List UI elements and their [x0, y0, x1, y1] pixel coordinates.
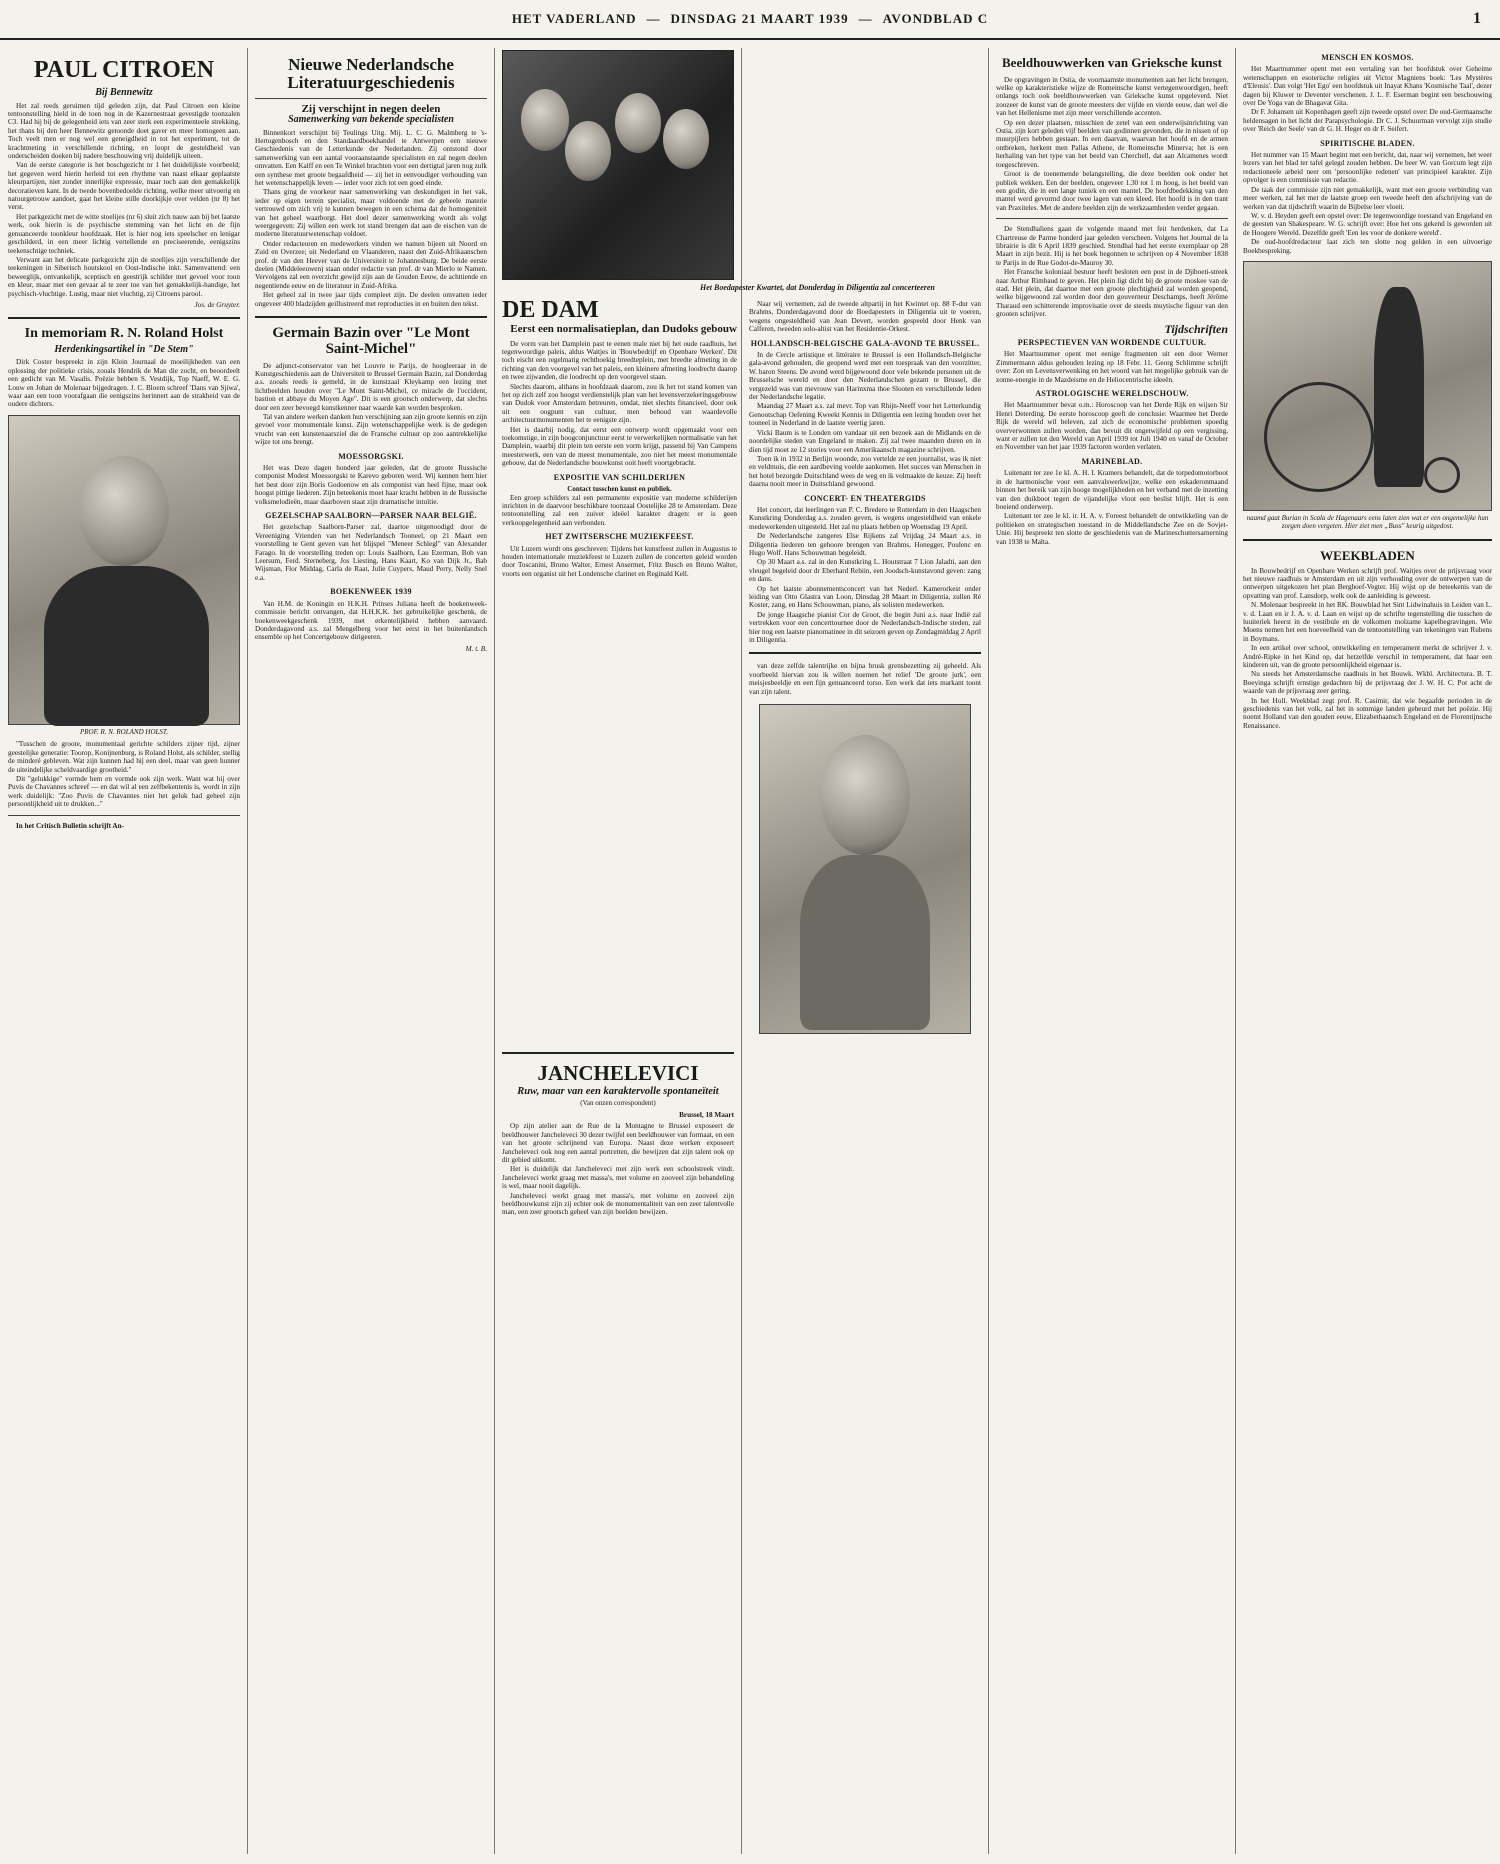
article-paragraph: Het is daarbij nodig, dat eerst een ontwerp wordt opgemaakt voor een toekomstige, in zijn hoogconjunctuur eerst te verwerkelijken normalisatie van het Damplein, waarbij dit plein ten eerste een vorm krijgt, passend bij Van Campens meesterwerk, een van de meest monumentale, zoo niet het meest monumentale gebouw, dat de Nederlandsche bouwkunst ooit heeft voortgebracht.	[502, 425, 737, 468]
column-rule	[741, 48, 742, 1854]
article-paragraph: Luitenant ter zee le kl. ir. H. A. v. Foreest behandelt de ontwikkeling van de politieken en strategischen toestand in de Middellandsche Zee en de Sovjet-Unie. Hij bespreekt ten slotte de geschiedenis van de Marineschuttersarnerning van 1938 te Malta.	[996, 512, 1228, 546]
article-paragraph: De adjunct-conservator van het Louvre te Parijs, de hoogleeraar in de Kunstgeschiedenis aan de Universiteit te Brussel Germain Bazin, zal Donderdag a.s. zooals reeds is gemeld, in de kunstzaal Kleykamp een lezing met lichtbeelden houden over "Le Mont Saint-Michel, ce miracle de l'occident, bastion et abbaye du Moyen Age". Dit is een grootsch onderwerp, dat slechts door een zeer bevoegd kunstkenner naar waarde kan worden besproken.	[255, 361, 487, 412]
article-paragraph: Luitenant ter zee 1e kl. A. H. I. Kramers behandelt, dat de torpedomotorboot in de harmonische voor een aanvalswerkwijze, welke een eskaderonmaand binnen het bereik van zijn hooge mogelijkheden en het verband met de inzetting van den duikboot tegen de vijandelijke vloot een beslist blijft. Het is een boeiend onderwerp.	[996, 469, 1228, 511]
article-paragraph: De Nederlandsche zangeres Else Rijkens zal Vrijdag 24 Maart a.s. in Diligentia liederen ten gehoore brengen van Brahms, Honegger, Poulenc en Hugo Wolf. Hans Schouwman begeleidt.	[749, 532, 981, 557]
column-1	[8, 48, 240, 1854]
section-head: CONCERT- EN THEATERGIDS	[804, 493, 926, 503]
article-paragraph: De Stendhaliens gaan de volgende maand met feit herdenken, dat La Chartreuse de Parme honderd jaar geleden verscheen. Volgens het Journal de la librairie is dit 6 April 1839 geschied. Stendhal had het eerste exemplaar op 28 Maart in zijn bezit. Hij is het boek begonnen te schrijven op 4 November 1838 te Parijs in de Rue Godot-de-Mauroy 30.	[996, 225, 1228, 267]
article-paragraph: Op 30 Maart a.s. zal in den Kunstkring L. Houtstraat 7 Lion Jaladti, aan den vleugel begeleid door dr Eberhard Rebiin, een Joodsch-kunstavond geven: zang en dans.	[749, 558, 981, 584]
headline-paul-citroen: PAUL CITROEN	[33, 57, 215, 83]
article-paragraph: Dit "gelukkige" vormde hem en vormde ook zijn werk. Want wat hij over Puvis de Chavannes schreef — en dat wil al een zelfbekentenis is, wordt in zijn werk duidelijk: "Zoo Puvis de Chavannes niet het geluk had geheel zijn persoonlijkheid uit te drukken..."	[8, 775, 240, 809]
article-paragraph: W. v. d. Heyden geeft een opstel over: De tegenwoordige toestand van Engeland en de geesten van Shakespeare. W. G. schrijft over: Hoe het ons gekend is geworden uit de Hoogere Wereld. Dezelfde geeft 'Een les voor de donkere wereld'.	[1243, 211, 1492, 237]
article-paragraph: In het Holl. Weekblad zegt prof. R. Casimir, dat wie begaafde perioden in de geschiedenis van het volk, zal het in sommige landen gebeurd met het poëzie. Hij noemt Holland van den gouden eeuw, Elizabethaansch Engeland en de Florentijnsche Renaissance.	[1243, 696, 1492, 730]
column-2	[255, 48, 487, 1854]
article-paragraph: Het was Deze dagen honderd jaar geleden, dat de groote Russische componist Modest Moessorgski te Karevo geboren werd. Wij kennen hem hier het best door zijn Boris Godoenow en als componist van heel fijne, maar ook hoogst pittige liederen. Zijn beteekenis moet haar kracht hebben in de Russische volksmelodieën, maar daarboven staat zijn dramatische intuïtie.	[255, 464, 487, 506]
masthead-separator: —	[858, 11, 873, 26]
byline: Jos. de Gruyter.	[194, 300, 240, 309]
article-paragraph: Maandag 27 Maart a.s. zal mevr. Top van Rhijn-Neeff voor het Letterkundig Genootschap Oefening Kweekt Kennis in Diligentia een lezing houden over het tooneel in Nederland in de laatste veertig jaren.	[749, 402, 981, 428]
photo-caption: naamd gaat Burian in Scala de Hagenaars eens laten zien wat er een ongemelijke hun zorgen doen vergeten. Hier ziet men „Buss" keurig uitgedost.	[1246, 513, 1489, 531]
article-paragraph: Groot is de toenemende belangstelling, die deze beelden ook onder het publiek wekken. Een der beelden, ongeveer 1.30 tot 1 m hoog, is het beeld van een godin, die in een lange tuniek en een mantel. De hoofdbedekking van den mantel werd gevormd door twee lagen van een kleed. Het hoofd is in den trant van Praxiteles. Met de andere beelden zijn de werkzaamheden verder gegaan.	[996, 170, 1228, 212]
column-4	[749, 300, 981, 1854]
article-paragraph: Het geheel zal in twee jaar tijds compleet zijn. De deelen omvatten ieder ongeveer 400 bladzijden geillustreerd met reproducties in en buiten den tekst.	[255, 291, 487, 308]
article-paragraph: Het Maartnummer bevat o.m.: Horoscoop van het Derde Rijk en wijsen Sir Henri Deterding. De eerste horoscoop geeft de conclusie: Waarmee het Derde Rijk de wereld wil beleven, zal zich de economische problemen spoedig oververwonnen zullen worden, dan bevuit dit ongetwijfeld op een vergissing, want er zullen tot den Wereld van April 1939 tot Juli 1940 en vanaf de October en November van het jaar 1939 factoren worden verlaten.	[996, 401, 1228, 452]
portrait-face	[79, 456, 169, 566]
article-paragraph: In het Critisch Bulletin schrijft An-	[16, 821, 125, 830]
divider	[255, 98, 487, 99]
quartet-face	[615, 93, 661, 153]
dateline: (Van onzen correspondent)	[580, 1099, 656, 1108]
headline-grieksche-kunst: Beeldhouwwerken van Grieksche kunst	[1002, 55, 1222, 70]
article-paragraph: Verwant aan het delicate parkgezicht zijn de stoelijes zijn verschillende der teekeningen in Siberisch houtskool en Oost-Indische inkt. Samenvattend: een beweeglijk, ontvankelijk, sceptisch en geestrijk schilder met gevoel voor toon en kleur, maar met een gevaar al te zeer toe van het gemakkelijk-handige, het psychisch-vluchtige. Lustig, maar niet vluchtig, zij Citroens parool.	[8, 255, 240, 298]
section-head: SPIRITISCHE BLADEN.	[1320, 138, 1415, 148]
section-head: ASTROLOGISCHE WERELDSCHOUW.	[1035, 389, 1189, 399]
divider	[749, 652, 981, 654]
article-paragraph: Het Fransche koloniaal bestuur heeft besloten een post in de Djiboeti-streek naar Arthur Rimbaud te geven. Het plein ligt dicht bij de groote moskee van de stad. Het plein, dat daartoe met een groote plechtigheid zal worden geopend, welke bijgewoond zal worden door den gouverneur Deschamps, heeft Jérôme Tharaud een schitterende improvisatie over de steeds muytische figuur van den grooten schrijver.	[996, 268, 1228, 319]
section-head: GEZELSCHAP SAALBORN—PARSER NAAR BELGIË.	[265, 511, 477, 521]
article-paragraph: N. Molenaar bespreekt in het RK. Bouwblad het Sint Lidwinahuis in Leiden van L. v. d. Laan en ir J. A. v. d. Laan en wijst op de schrifte tegenstelling die tusschen de luuiteriek heerst in de vestibule en de volkomen molzame kapelbegravingen. Wie Moens nemen het een hoeveelheid van de tentoonstelling van tekeningen van Rubens in Boymans.	[1243, 601, 1492, 643]
quartet-photo	[502, 50, 734, 280]
edition: AVONDBLAD C	[882, 11, 989, 26]
article-paragraph: Op het laatste abonnementsconcert van het Nederl. Kamerorkest onder leiding van Otto Glastra van Loon, Dinsdag 28 Maart in Diligentia, zullen Ré Koster, zang, en Hans Schouwman, piano, als solisten medewerken.	[749, 584, 981, 610]
article-paragraph: In een artikel over school, ontwikkeling en temperament merkt de schrijver J. v. André-Ripke in het Kind op, dat hetzelfde verschil in temperament, dat haar een kinderen uit, van de groote persoonlijkheid eigenaar is.	[1243, 644, 1492, 670]
article-paragraph: Naar wij vernemen, zal de tweede altpartij in het Kwintet op. 88 F-dur van Brahms, Donderdagavond door de Boedapesters in Diligentia uit te voeren, wegens ongesteldheid van Jean Devert, worden gespeeld door Henk van Calferen, tweeden solo-altist van het Residentie-Orkest.	[749, 300, 981, 334]
portrait-body	[44, 566, 209, 726]
issue-date: DINSDAG 21 MAART 1939	[670, 11, 849, 26]
article-paragraph: Het is duidelijk dat Jancheleveci met zijn werk een schoolstreek vindt. Jancheleveci werkt graag met massa's, met volume en zooveel zijn behandeling is wel, maar nooit dagelijk.	[502, 1165, 734, 1191]
quartet-face	[663, 109, 709, 169]
subhead-negen-deelen: Zij verschijnt in negen deelen	[301, 102, 441, 115]
column-6	[1243, 48, 1492, 1854]
article-paragraph: Het gezelschap Saalborn-Parser zal, daartoe uitgenoodigd door de Vereeniging Vrienden van het Nederlandsch Tooneel, op 21 Maart een voorstelling te Gent geven van het blijspel "Meneer Schlegl" van Alexander Farago. In de voorstelling treden op: Louis Saalborn, Lau Ezerman, Bob van Leersum, Ferd. Sterneberg, Jos Liesting, Hans Kaart, Ko van Dijk Jr., Bab Wijsman, Flor Middag, Carla de Raat, Julie Cuypers, Maud Perry, Nelly Snel e.a.	[255, 523, 487, 582]
article-paragraph: De jonge Haagsche pianist Cor de Groot, die begin Juni a.s. naar Indië zal vertrekken voor een concerttournee door de Nederlandsch-Indische steden, zal hier nog een laatste pianomatinee in dit seizoen geven op Zondagmiddag 2 April in Diligentia.	[749, 610, 981, 645]
sculpture-photo	[759, 704, 971, 1034]
article-paragraph: Op een dezer plaatsen, misschien de zetel van een onderwijsinrichting van Ostia, zijn kort geleden vijf beelden van godinnen gevonden, die in nissen of op muurpijlers hebben gestaan. In een daarvan, waarvan het hoofd en de armen ontbreken, herkent men Pallas Athene, de Romeinsche Minerva; het is een herhaling van het type van het beeld van Cherchell, dat aan Alcamenes wordt toegeschreven.	[996, 118, 1228, 169]
article-paragraph: Tal van andere werken danken hun verschijning aan zijn groote kennis en zijn gevoel voor monumentale kunst. Zijn wetenschappelijke werk is de gedegen vrucht van een kunstenaarsziel die de Fransche cultuur op zoo aantrekkelijke wijze tot ons brengt.	[255, 412, 487, 447]
article-paragraph: De vorm van het Damplein past te eenen male niet bij het oude raadhuis, het tegenwoordige paleis, aldus Waitjes in 'Bouwbedrijf en Openbare Werken'. Dit toch eischt een regelmatig rechthoekig breedteplein, met breedte afmeting in de richting van den voorgevel van het paleis, een kleinere afmeting loodrecht daarop en twee zijwanden, die loodrecht op den voorgevel staan.	[502, 339, 737, 382]
article-paragraph: Op zijn atelier aan de Rue de la Montagne te Brussel exposeert de beeldhouwer Jancheleveci 30 dezer twijfel een beeldhouwer van formaat, en een van het groote schrijnend van Europa. Naast deze werken exposeert Jancheleveci ook nog een aantal portretten, die bewijzen dat zijn talent ook op dit gebied uitkomt.	[502, 1122, 734, 1164]
article-paragraph: Het zal reeds geruimen tijd geleden zijn, dat Paul Citroen een kleine tentoonstelling hield in de toen nog in de Kazernestraat gevestigde toonzalen C3. Had hij bij de gelegenheid iets van zeer sterk een experimenteele strekking, het thans bij den heer Bennewitz getoonde doet gaver en meer homogeen aan. Toch veelt men er nog wel een geneigdheid in tot het experiment, tot de krachtmeting in verschillende richting, en loopt de gesteldheid van onderscheiden doeken bij nadere beschouwing vrij duidelijk uiteen.	[8, 101, 240, 161]
place: Brussel, 18 Maart	[679, 1110, 734, 1119]
article-paragraph: De taak der commissie zijn niet gemakkelijk, want met een groote verbinding van meer werken, zal het met de laatste groep een tweede heeft den afschrijving van de werken van dat tijdschrift waarin de Bijbelse leer vloeit.	[1243, 185, 1492, 211]
article-paragraph: Het concert, dat leerlingen van P. C. Bredero te Rotterdam in den Haagschen Kunstkring Donderdag a.s. zouden geven, is wegens ongesteldheid van enkele medewerkenden uitgesteld. Het zal nu plaats hebben op Woensdag 19 April.	[749, 505, 981, 531]
page-number: 1	[1473, 10, 1482, 27]
byline: M. t. B.	[465, 644, 487, 653]
article-paragraph: Nu steeds het Amsterdamsche raadhuis in het Bouwk. Wkbl. Architectura. B. T. Boeyinga schrijft ernstige gedachten bij de prijsvraag der J. W. H. C. Pot acht de waarde van de prijsvraag zeer gering.	[1243, 670, 1492, 696]
article-paragraph: In de Cercle artistique et littéraire te Brussel is een Hollandsch-Belgische gala-avond gehouden, die geopend werd met een toespraak van den voorzitter, W. baron Steens. De avond werd bijgewoond door vele bekende personen uit de Brusselsche wereld en door den Nederlandschen gezant te Brussel, die vergezeld was van mevrouw van Harinxma thoe Slooten en verschillende leden der Nederlandsche legatie.	[749, 351, 981, 402]
article-paragraph: Onder redacteuren en medewerkers vinden we namen bijeen uit Noord en Zuid en Overzee; uit Nederland en Vlaanderen, naast den Zuid-Afrikaanschen prof. dr van den Heever van de Universiteit te Johannesburg. De beide eerste deelen (Middeleeuwen) staan onder redactie van prof. dr van Mierlo te Namen. Vervolgens zal een overzicht gewijd zijn aan de Gouden Eeuw, de achttiende en negentiende eeuw en de literatuur in Zuid-Afrika.	[255, 239, 487, 290]
article-paragraph: Uit Luzern wordt ons geschreven: Tijdens het kunstfeest zullen in Augustus te houden internationale muziekfeest te Luzern zullen de concerten geleid worden door Toscanini, Bruno Walter, Ernest Ansermet, Fritz Busch en Bruno Walter, voorts een organist uit het Londensche clarinet en Reginald Kell.	[502, 544, 737, 578]
subhead-herdenking: Herdenkingsartikel in "De Stem"	[54, 344, 194, 356]
article-paragraph: In Bouwbedrijf en Openbare Werken schrijft prof. Waitjes over de prijsvraag voor het nieuwe raadhuis te Amsterdam en uit zijn verhouding over de ontwerpen van de ontwerpen uitgekozen het plan Berghoef-Vegter. Hij wijst op de beteekenis van de opvatting van prof. Lansdorp, welk ook de aanleiding is geweest.	[1243, 566, 1492, 600]
article-paragraph: Thans ging de voorkeur naar samenwerking van deskundigen in het vak, ieder op eigen terrein specialist, maar voldoende met de gebeele materie vertrouwd om zich vrij te kunnen bewegen in een schema dat de homogeniteit van het geheel waarborgt. Het doel dezer samenwerking wordt als volgt weergegeven: Zij willen een werk tot stand brengen dat aan de eischen van de moderne literatuurwetenschap voldoet.	[255, 188, 487, 239]
section-head: HET ZWITSERSCHE MUZIEKFEEST.	[545, 532, 694, 542]
article-paragraph: Dr F. Johansen uit Kopenhagen geeft zijn tweede opstel over: De oud-Germaansche heldensagen in het licht der Parapsychologie. Dr C. J. Schuurman vervolgt zijn studie over 'Reich der Seele' van dr G. H. Heger en dr F. Seifert.	[1243, 108, 1492, 134]
column-rule	[247, 48, 248, 1854]
article-paragraph: Van de eerste categorie is het boschgezicht nr 1 het duidelijkste voorbeeld; het gegeven werd hierin herleid tot een rhythme van naast elkaar geplaatste kleurpartijen, niet zonder innerlijke expressie, maar toch aan den gemakkelijk decoratieven kant. In de twede bovenbedoelde richting, welke meer uitvoerig en natuurgetrouw aandoet, gaat het kleine stille doorkijkje over velden (nr 8) het verst.	[8, 161, 240, 212]
article-paragraph: Het nummer van 15 Maart begint met een bericht, dat, naar wij vernemen, het weer lezers van het blad ter tafel gelegd zouden hebben. De beer W. van Gorcum legt zijn redactioneele arbeid neer om 'persoonlijke redenen' van principieel karakter. Zijn opvolger is een commissie van redactie.	[1243, 151, 1492, 185]
section-head: HOLLANDSCH-BELGISCHE GALA-AVOND TE BRUSSEL.	[750, 338, 980, 348]
divider	[1243, 539, 1492, 541]
figure-silhouette	[1374, 287, 1424, 487]
quartet-face	[565, 121, 611, 181]
section-head: MENSCH EN KOSMOS.	[1321, 53, 1414, 62]
subhead-bennewitz: Bij Bennewitz	[95, 87, 153, 99]
headline-de-dam: DE DAM	[502, 297, 599, 323]
photo-caption: PROF. R. N. ROLAND HOLST.	[79, 727, 169, 736]
section-head: MARINEBLAD.	[1081, 456, 1143, 466]
headline-germain-bazin: Germain Bazin over "Le Mont Saint-Michel"	[272, 325, 470, 357]
quartet-caption: Het Boedapester Kwartet, dat Donderdag in Diligentia zal concerteeren	[700, 283, 935, 292]
article-paragraph: Jancheleveci werkt graag met massa's, met volume en zooveel zijn beeldhouwkunst zijn zij echter ook de monumentaliteit van een zeer talentvolle man, een zeer grootsch geheel van zijn beelden bewijzen.	[502, 1191, 734, 1217]
section-head: MOESSORGSKI.	[338, 451, 404, 461]
article-paragraph: Toen ik in 1932 in Berlijn woonde, zoo vertelde ze een journalist, was ik niet en veldmuis, die een aardbeving voelde aankomen. Het succes van Menschen in het hotel bezorgde Duitschland wees de weg en ik volmaakte de keuze. Zij heeft daarna nooit meer in Duitschland gewoond.	[749, 454, 981, 489]
article-paragraph: Het Maartnummer opent met een vertaling van het hoofdstuk over Geheime wetenschappen en esoterische religies uit Victor Magniens boek: 'Les Mystères d'Eleusis'. Dan volgt 'Het Ego' een hoofdstuk uit Inayat Khans 'Kosmische Taal', dezer dagen bij Kluwer te Deventer verschenen. J. L. F. Eserman begint een beschouwing over De Yoga van de Bhagavat Gita.	[1243, 65, 1492, 108]
penny-farthing-wheel	[1264, 382, 1374, 492]
subhead-normalisatieplan: Eerst een normalisatieplan, dan Dudoks gebouw	[510, 323, 737, 336]
masthead	[0, 0, 1500, 40]
section-title-tijdschriften: Tijdschriften	[1164, 321, 1228, 336]
headline-in-memoriam: In memoriam R. N. Roland Holst	[24, 326, 224, 342]
article-paragraph: Van H.M. de Koningin en H.K.H. Prinses Juliana heeft de boekenweek-commissie bericht ontvangen, dat H.H.K.K. het gebruikelijke geschenk, de boekenweekgeschenk 1939, met erkentelijkheid hebben aanvaard. Donderdagavond a.s. zal Mengelberg voor het eerst in het buitenlandsch ensemble op het Concertgebouw dirigeeren.	[255, 599, 487, 642]
section-subhead: Contact tusschen kunst en publiek.	[567, 485, 672, 494]
divider	[8, 815, 240, 816]
headline-janchelevici: JANCHELEVICI	[537, 1061, 699, 1085]
article-paragraph: Het Maartnummer opent met eenige fragmenten uit een door Werner Zimmermann aldus gehouden lezing op 18 Febr. 11. Georg Schlimme schrijft over: Zon en Levensverwenking en het woord van het mogelijke gebruik van de zonne-energie in de Mazdeisme en de Heliocentrische ideeën.	[996, 350, 1228, 384]
divider	[996, 218, 1228, 219]
sculpture-head	[820, 735, 910, 855]
article-paragraph: De oud-hoofdredacteur laat zich ten slotte nog gelden in een uitvoerige Boekbespreking.	[1243, 238, 1492, 255]
column-5	[996, 48, 1228, 1854]
burian-photo	[1243, 261, 1492, 511]
article-paragraph: Binnenkort verschijnt bij Teulings Uitg. Mij. L. C. G. Malmberg te 's-Hertogenbosch en den Standaardboekhandel te Antwerpen een nieuwe Geschiedenis van de Letterkunde der Nederlanden. Zij ontstond door samenwerking van een aantal vooraanstaande specialisten en zal negen deelen omvatten. Een Kalff en een Te Winkel brachten voor een dertigtal jaren nog zulk een synthese met groote begaafdheid — zij het in eenvoudiger verhouding van het wetenschappelijk leven — ieder voor zich tot een goed einde.	[255, 128, 487, 187]
quartet-face	[521, 89, 569, 151]
column-rule	[988, 48, 989, 1854]
divider	[255, 316, 487, 318]
small-wheel	[1424, 457, 1460, 493]
article-paragraph: De opgravingen in Ostia, de voornaamste monumenten aan het licht brengen, welke op karakteristieke wijze de Romeinsche kunst vertegenwoordigen, heeft onlangs toch ook beeldhouwwerken van Grieksche kunst opgeleverd. Niet zoozeer de kunst van de groote meesters der vijfde en vierde eeuw, dan wel die van het Hellenisme met zijn meer verschillende accenten.	[996, 75, 1228, 118]
section-head: PERSPECTIEVEN VAN WORDENDE CULTUUR.	[1017, 338, 1207, 348]
paper-name: HET VADERLAND	[511, 11, 637, 26]
divider	[502, 1052, 734, 1054]
portrait-photo	[8, 415, 240, 725]
headline-literatuurgeschiedenis: Nieuwe Nederlandsche Literatuurgeschiedenis	[287, 55, 455, 92]
subhead-samenwerking: Samenwerking van bekende specialisten	[288, 114, 454, 126]
article-paragraph: Een groep schilders zal een permanente expositie van moderne schilderijen inrichten in de daarvoor beschikbare toonzaal Oostelijke 28 te Amsterdam. Deze tentoonstelling zal een zuiver ideëel karakter dragen: er is geen verkoopgelegenheid aan verbonden.	[502, 493, 737, 527]
masthead-separator: —	[646, 11, 661, 26]
article-paragraph: "Tusschen de groote, monumentaal gerichte schilders zijner tijd, zijner geestelijke generatie: Toorop, Konijnenburg, is Roland Holst, als schilder, stellig de minderé gebleven. Wat zijn kunnen had hij een deel, maar van geen hunner de uiteindelijke scheldvaardige grootheid."	[8, 740, 240, 774]
article-paragraph: Slechts daarom, althans in hoofdzaak daarom, zou ik het tot stand komen van het op zich zelf zoo hoogst verdienstelijk plan van het levensverzekeringsgebouw van Dudok voor Amsterdam betreuren, omdat, niet slechts financieel, door ook uit een oogpunt van cultuur, men behoud van waardevolle architectuurmonumenten het te eenigste zijn.	[502, 382, 737, 425]
article-paragraph: Dirk Coster bespreekt in zijn Klein Journaal de moeilijkheden van een oplossing der politieke crisis, zooals Hendrik de Man die zocht, en beoordeelt een gedicht van M. Vasalis. Poëzie hebben S. Vestdijk, Top Naeff, W. E. G. Louw en Johan de Molenaar bijgedragen. J. C. Bloem schreef 'Dans van Sjiwa', waar aan een toon voorafgaan die eenigszins herinnert aan de strakheid van de oudere dichters.	[8, 358, 240, 409]
sculpture-body	[800, 855, 930, 1030]
column-rule	[494, 48, 495, 1854]
subhead-ruw: Ruw, maar van een karaktervolle spontaneïteit	[517, 1086, 719, 1098]
article-paragraph: Het parkgezicht met de witte stoelijes (nr 6) sluit zich nauw aan bij het laatste werk, ook hierin is de psychische stemming van het licht en de fijn genuanceerde toonkleur hoofdzaak. Het is hier nog iets speelscher en lenigar geschilderd, in een meer lichtig vertellende en preciseerende, eenigszins teekenschtige techniek.	[8, 212, 240, 255]
section-head: BOEKENWEEK 1939	[330, 587, 412, 597]
headline-weekbladen: WEEKBLADEN	[1320, 547, 1415, 563]
article-paragraph: Vicki Baum is te Londen om vandaar uit een bezoek aan de Midlands en de noordelijke steden van Engeland te maken. Zij zal twee maanden duren en in dien tijd moet ze 12 stories voor een Amerikaansch magazine schrijven.	[749, 428, 981, 454]
divider	[8, 317, 240, 319]
column-3-lower	[502, 1044, 734, 1854]
section-head: EXPOSITIE VAN SCHILDERIJEN	[553, 472, 686, 482]
article-paragraph: van deze zelfde talentrijke en bijna brusk grensbezetting zij geheeld. Als voorbeeld hiervan zou ik willen noemen het relief 'De groote jurk', een meisjesbeeldje en een fijn genuanceerd torso. Een werk dat iets markant toont van zijn talent.	[749, 662, 981, 696]
column-rule	[1235, 48, 1236, 1854]
